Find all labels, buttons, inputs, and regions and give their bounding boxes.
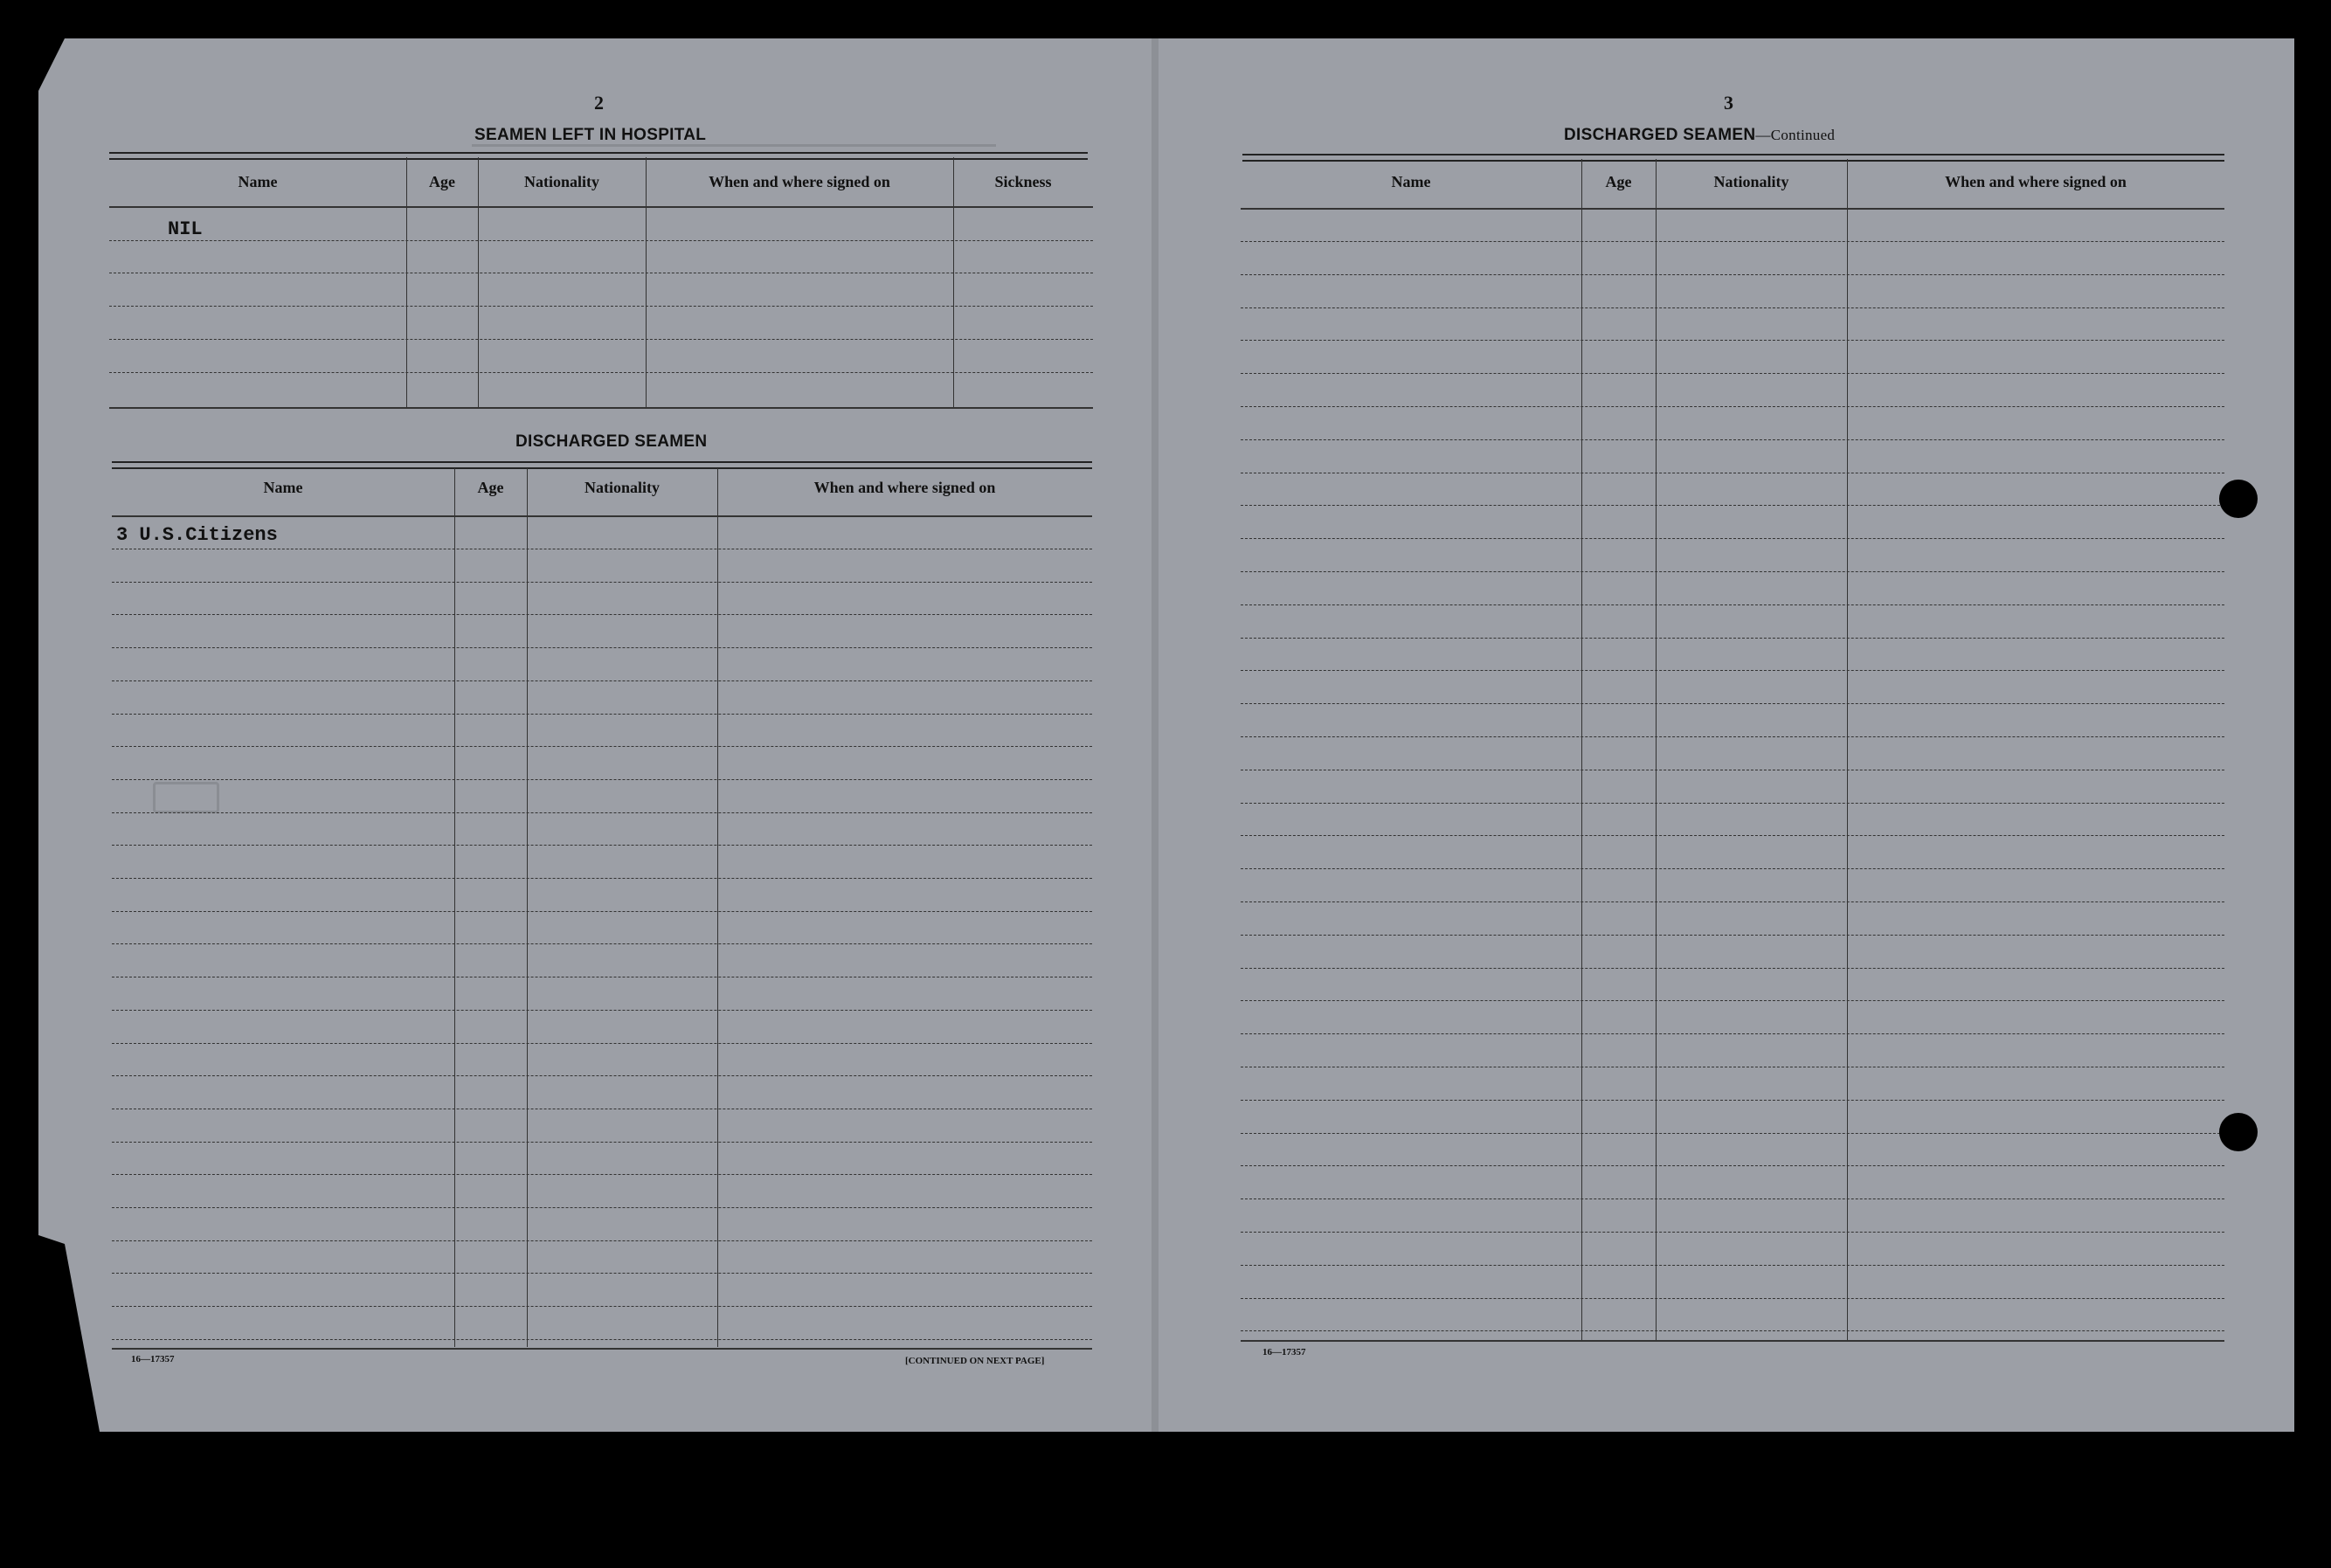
- hospital-header-nationality: Nationality: [523, 173, 599, 190]
- row-line: [1241, 835, 2224, 836]
- page-number: 2: [594, 92, 604, 114]
- row-line: [1241, 439, 2224, 440]
- discharged-header-name: Name: [263, 479, 303, 496]
- discharged-top-rule: [112, 461, 1092, 469]
- row-line: [1241, 1330, 2224, 1331]
- row-line: [112, 582, 1092, 583]
- row-line: [112, 878, 1092, 879]
- row-line: [112, 1010, 1092, 1011]
- row-line: [112, 680, 1092, 681]
- left-page: [38, 38, 1166, 1432]
- hospital-header-sickness: Sickness: [994, 173, 1052, 190]
- row-line: [112, 1142, 1092, 1143]
- discharged-bottom-rule: [112, 1348, 1092, 1350]
- hospital-section-title: SEAMEN LEFT IN HOSPITAL: [474, 126, 707, 144]
- discharged-section-title: DISCHARGED SEAMEN: [515, 432, 708, 451]
- row-line: [1241, 241, 2224, 242]
- row-line: [1241, 274, 2224, 275]
- hospital-row-line: [109, 372, 1093, 373]
- row-line: [112, 1339, 1092, 1340]
- row-line: [112, 779, 1092, 780]
- continued-col-divider: [1847, 159, 1848, 1340]
- row-line: [112, 714, 1092, 715]
- row-line: [1241, 571, 2224, 572]
- row-line: [1241, 638, 2224, 639]
- row-line: [1241, 703, 2224, 704]
- form-number: 16—17357: [131, 1354, 175, 1364]
- row-line: [1241, 670, 2224, 671]
- hospital-header-rule: [109, 206, 1093, 208]
- continued-header-rule: [1241, 208, 2224, 210]
- row-line: [1241, 968, 2224, 969]
- discharged-col-divider: [717, 468, 718, 1347]
- row-line: [1241, 340, 2224, 341]
- row-line: [112, 614, 1092, 615]
- continued-top-rule: [1242, 154, 2224, 162]
- row-line: [112, 1043, 1092, 1044]
- row-line: [1241, 803, 2224, 804]
- discharged-entry: 3 U.S.Citizens: [116, 524, 278, 546]
- hospital-col-divider: [406, 157, 407, 409]
- row-line: [1241, 1198, 2224, 1199]
- discharged-continued-title: [1564, 126, 1835, 145]
- title-text: DISCHARGED SEAMEN: [1564, 126, 1756, 144]
- row-line: [112, 1075, 1092, 1076]
- continued-col-divider: [1656, 159, 1657, 1340]
- hospital-row-line: [109, 306, 1093, 307]
- discharged-col-divider: [454, 468, 455, 1347]
- bleed-through-mark: [153, 782, 219, 813]
- row-line: [112, 845, 1092, 846]
- row-line: [1241, 935, 2224, 936]
- continued-header-name: Name: [1391, 173, 1431, 190]
- row-line: [112, 1273, 1092, 1274]
- row-line: [1241, 736, 2224, 737]
- row-line: [1241, 1100, 2224, 1101]
- discharged-header-signed-on: When and where signed on: [813, 479, 996, 496]
- hospital-bottom-rule: [109, 407, 1093, 409]
- hospital-entry-nil: NIL: [168, 218, 203, 240]
- continued-header-age: Age: [1605, 173, 1632, 190]
- row-line: [112, 911, 1092, 912]
- discharged-header-nationality: Nationality: [584, 479, 660, 496]
- form-number: 16—17357: [1262, 1347, 1306, 1357]
- row-line: [1241, 901, 2224, 902]
- hospital-header-signed-on: When and where signed on: [709, 173, 890, 190]
- continued-bottom-rule: [1241, 1340, 2224, 1342]
- continued-note: [CONTINUED ON NEXT PAGE]: [905, 1356, 1045, 1366]
- row-line: [1241, 505, 2224, 506]
- row-line: [112, 1207, 1092, 1208]
- row-line: [112, 746, 1092, 747]
- hospital-col-divider: [478, 157, 479, 409]
- hospital-header-name: Name: [238, 173, 278, 190]
- row-line: [1241, 373, 2224, 374]
- row-line: [112, 943, 1092, 944]
- row-line: [1241, 538, 2224, 539]
- row-line: [1241, 307, 2224, 308]
- row-line: [112, 1306, 1092, 1307]
- right-page: [1159, 38, 2294, 1432]
- continued-header-signed-on: When and where signed on: [1945, 173, 2127, 190]
- row-line: [1241, 1265, 2224, 1266]
- discharged-col-divider: [527, 468, 528, 1347]
- continued-header-nationality: Nationality: [1713, 173, 1789, 190]
- row-line: [1241, 1133, 2224, 1134]
- hospital-row-line: [109, 240, 1093, 241]
- row-line: [112, 647, 1092, 648]
- row-line: [1241, 1033, 2224, 1034]
- row-line: [1241, 1165, 2224, 1166]
- discharged-header-rule: [112, 515, 1092, 517]
- continued-col-divider: [1581, 159, 1582, 1340]
- row-line: [1241, 1298, 2224, 1299]
- title-suffix: —Continued: [1755, 127, 1836, 143]
- punch-hole: [2219, 480, 2258, 518]
- discharged-header-age: Age: [477, 479, 504, 496]
- row-line: [1241, 406, 2224, 407]
- row-line: [112, 1174, 1092, 1175]
- punch-hole: [2219, 1113, 2258, 1151]
- hospital-col-divider: [646, 157, 647, 409]
- page-number: 3: [1724, 92, 1733, 114]
- row-line: [1241, 1232, 2224, 1233]
- row-line: [1241, 604, 2224, 605]
- row-line: [112, 1240, 1092, 1241]
- hospital-header-age: Age: [429, 173, 455, 190]
- row-line: [112, 812, 1092, 813]
- row-line: [1241, 868, 2224, 869]
- hospital-top-rule: [109, 152, 1088, 160]
- row-line: [1241, 1000, 2224, 1001]
- hospital-row-line: [109, 339, 1093, 340]
- hospital-col-divider: [953, 157, 954, 409]
